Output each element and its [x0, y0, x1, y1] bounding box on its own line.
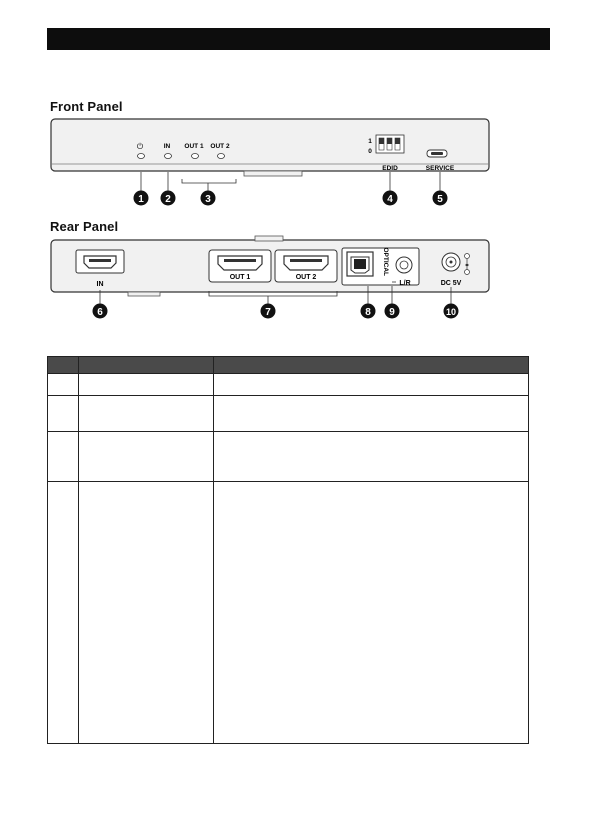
table-row: [48, 432, 529, 482]
led-label-out2: OUT 2: [210, 143, 230, 150]
table-cell: [48, 396, 79, 432]
rear-panel: [51, 236, 489, 319]
power-icon: ⏻: [136, 142, 144, 151]
dip-label-0: 0: [368, 148, 372, 155]
callout-6: 6: [97, 307, 103, 318]
table-cell: [48, 374, 79, 396]
out1-led: [192, 154, 199, 159]
edid-label: EDID: [382, 165, 398, 172]
table-cell: [79, 482, 214, 744]
dip-label-1: 1: [368, 138, 372, 145]
table-cell: [48, 432, 79, 482]
callout-8: 8: [365, 307, 371, 318]
table-cell: [79, 396, 214, 432]
callout-5: 5: [437, 194, 443, 205]
table-cell: [214, 396, 529, 432]
header-cell-name: [79, 357, 214, 374]
in-led: [165, 154, 172, 159]
table-header-row: [48, 357, 529, 374]
header-cell-number: [48, 357, 79, 374]
in-label: IN: [96, 281, 104, 288]
optical-port: [347, 252, 373, 276]
header-cell-description: [214, 357, 529, 374]
led-label-out1: OUT 1: [184, 143, 204, 150]
table-row: [48, 482, 529, 744]
optical-label: OPTICAL: [382, 247, 389, 276]
dc-power-jack: [442, 253, 460, 271]
table-row: [48, 374, 529, 396]
service-label: SERVICE: [425, 165, 455, 172]
table-row: [48, 396, 529, 432]
panel-diagram: [0, 0, 596, 340]
callout-4: 4: [387, 194, 393, 205]
table-cell: [79, 374, 214, 396]
hdmi-in-port: [76, 250, 124, 273]
callout-2: 2: [165, 194, 171, 205]
callout-10: 10: [445, 307, 457, 317]
led-label-in: IN: [163, 143, 171, 150]
edid-dip-switch: [376, 135, 404, 153]
lr-audio-jack: [396, 257, 412, 273]
table-cell: [214, 482, 529, 744]
description-table: [47, 356, 529, 744]
power-led: [138, 154, 145, 159]
rear-panel-title: Rear Panel: [50, 219, 119, 234]
table-cell: [48, 482, 79, 744]
callout-7: 7: [265, 307, 271, 318]
table-cell: [214, 432, 529, 482]
front-panel-title: Front Panel: [50, 99, 123, 114]
dc-label: DC 5V: [440, 280, 462, 287]
out1-label: OUT 1: [229, 274, 251, 281]
callout-9: 9: [389, 307, 395, 318]
callout-1: 1: [138, 194, 144, 205]
front-panel: [51, 119, 489, 206]
out2-label: OUT 2: [295, 274, 317, 281]
lr-label: L/R: [399, 280, 411, 287]
callout-3: 3: [205, 194, 211, 205]
table-cell: [79, 432, 214, 482]
table-cell: [214, 374, 529, 396]
out2-led: [218, 154, 225, 159]
